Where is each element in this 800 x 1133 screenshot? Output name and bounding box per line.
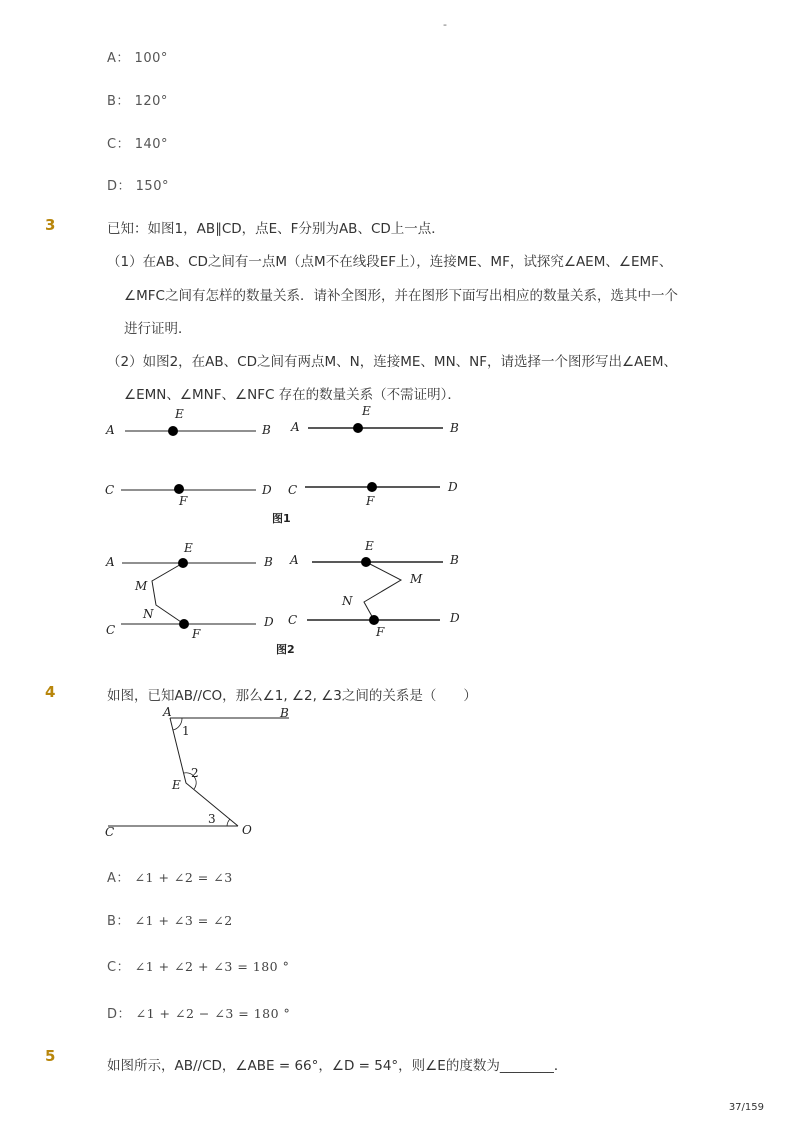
q3-part1-line1: （1）在AB、CD之间有一点M（点M不在线段EF上），连接ME、MF，试探究∠AEM、∠EMF、 bbox=[107, 254, 673, 270]
q3-part2-line2: ∠EMN、∠MNF、∠NFC 存在的数量关系（不需证明）． bbox=[124, 387, 461, 403]
label-c: C bbox=[288, 483, 298, 497]
angle-1-arc bbox=[173, 718, 182, 730]
label-d: D bbox=[448, 480, 458, 494]
label-e: E bbox=[362, 404, 371, 418]
question-number-4: 4 bbox=[45, 683, 56, 701]
q2-option-d[interactable] bbox=[107, 175, 169, 194]
label-c: C bbox=[105, 825, 115, 839]
label-c: C bbox=[105, 483, 115, 497]
point-e bbox=[361, 557, 371, 567]
label-b: B bbox=[264, 555, 273, 569]
figure-2-caption: 图2 bbox=[276, 643, 295, 656]
point-e bbox=[353, 423, 363, 433]
label-b: B bbox=[280, 706, 289, 720]
label-m: M bbox=[135, 579, 148, 593]
zigzag-path bbox=[364, 562, 401, 620]
option-value: 140° bbox=[134, 137, 169, 152]
label-c: C bbox=[106, 623, 116, 637]
q4-option-b[interactable] bbox=[107, 910, 233, 929]
label-a: A bbox=[291, 420, 300, 434]
q4-stem: 如图，已知AB//CO，那么∠1, ∠2, ∠3之间的关系是（ ） bbox=[107, 688, 477, 704]
question-number-3: 3 bbox=[45, 216, 56, 234]
label-c: C bbox=[288, 613, 298, 627]
label-b: B bbox=[450, 421, 459, 435]
q3-part2-line1: （2）如图2，在AB、CD之间有两点M、N，连接ME、MN、NF，请选择一个图形写出∠AEM、 bbox=[107, 354, 678, 370]
option-value: ∠1 + ∠3 = ∠2 bbox=[134, 913, 233, 928]
option-value: ∠1 + ∠2 − ∠3 = 180 ° bbox=[135, 1006, 291, 1021]
option-letter: D： bbox=[107, 1007, 132, 1022]
option-letter: D： bbox=[107, 179, 132, 194]
point-e bbox=[168, 426, 178, 436]
angle-3-label: 3 bbox=[208, 812, 216, 826]
angle-3-arc bbox=[227, 819, 230, 826]
option-value: 120° bbox=[134, 94, 168, 109]
label-e: E bbox=[184, 541, 193, 555]
option-value: 150° bbox=[135, 179, 169, 194]
q3-part1-line2: ∠MFC之间有怎样的数量关系．请补全图形，并在图形下面写出相应的数量关系，选其中一个 bbox=[124, 288, 678, 304]
label-b: B bbox=[450, 553, 459, 567]
label-d: D bbox=[262, 483, 272, 497]
label-n: N bbox=[143, 607, 154, 621]
option-value: 100° bbox=[134, 51, 168, 66]
option-value: ∠1 + ∠2 + ∠3 = 180 ° bbox=[134, 959, 290, 974]
question-number-5: 5 bbox=[45, 1047, 56, 1065]
label-d: D bbox=[264, 615, 274, 629]
point-f bbox=[174, 484, 184, 494]
q3-stem: 已知：如图1，AB∥CD，点E、F分别为AB、CD上一点． bbox=[107, 221, 445, 237]
q2-option-b[interactable] bbox=[107, 90, 168, 109]
label-b: B bbox=[262, 423, 271, 437]
option-letter: B： bbox=[107, 914, 130, 929]
label-e: E bbox=[175, 407, 184, 421]
label-n: N bbox=[342, 594, 353, 608]
q2-option-a[interactable] bbox=[107, 47, 168, 66]
page-number: 37/159 bbox=[728, 1102, 764, 1113]
option-letter: C： bbox=[107, 960, 131, 975]
label-a: A bbox=[163, 705, 172, 719]
q2-option-c[interactable] bbox=[107, 133, 168, 152]
q4-option-a[interactable] bbox=[107, 867, 233, 886]
label-f: F bbox=[376, 625, 385, 639]
label-e: E bbox=[172, 778, 181, 792]
label-f: F bbox=[179, 494, 188, 508]
angle-1-label: 1 bbox=[182, 724, 190, 738]
point-f bbox=[179, 619, 189, 629]
q4-option-d[interactable] bbox=[107, 1003, 290, 1022]
label-m: M bbox=[410, 572, 423, 586]
angle-2-arc bbox=[184, 773, 196, 789]
option-letter: C： bbox=[107, 137, 131, 152]
point-f bbox=[367, 482, 377, 492]
option-letter: A： bbox=[107, 51, 130, 66]
label-d: D bbox=[450, 611, 460, 625]
label-f: F bbox=[366, 494, 375, 508]
label-o: O bbox=[242, 823, 252, 837]
label-e: E bbox=[365, 539, 374, 553]
point-e bbox=[178, 558, 188, 568]
figure-1-caption: 图1 bbox=[272, 512, 291, 525]
q3-part1-line3: 进行证明． bbox=[124, 321, 192, 337]
label-a: A bbox=[290, 553, 299, 567]
label-a: A bbox=[106, 555, 115, 569]
label-a: A bbox=[106, 423, 115, 437]
bent-line-aeo bbox=[170, 718, 238, 826]
option-letter: A： bbox=[107, 871, 130, 886]
angle-2-label: 2 bbox=[191, 766, 199, 780]
point-f bbox=[369, 615, 379, 625]
zigzag-path bbox=[152, 563, 184, 624]
q4-option-c[interactable] bbox=[107, 956, 289, 975]
q5-stem: 如图所示，AB//CD，∠ABE = 66°，∠D = 54°，则∠E的度数为________． bbox=[107, 1058, 568, 1074]
label-f: F bbox=[192, 627, 201, 641]
header-mark: - bbox=[443, 18, 447, 31]
option-letter: B： bbox=[107, 94, 130, 109]
option-value: ∠1 + ∠2 = ∠3 bbox=[134, 870, 233, 885]
